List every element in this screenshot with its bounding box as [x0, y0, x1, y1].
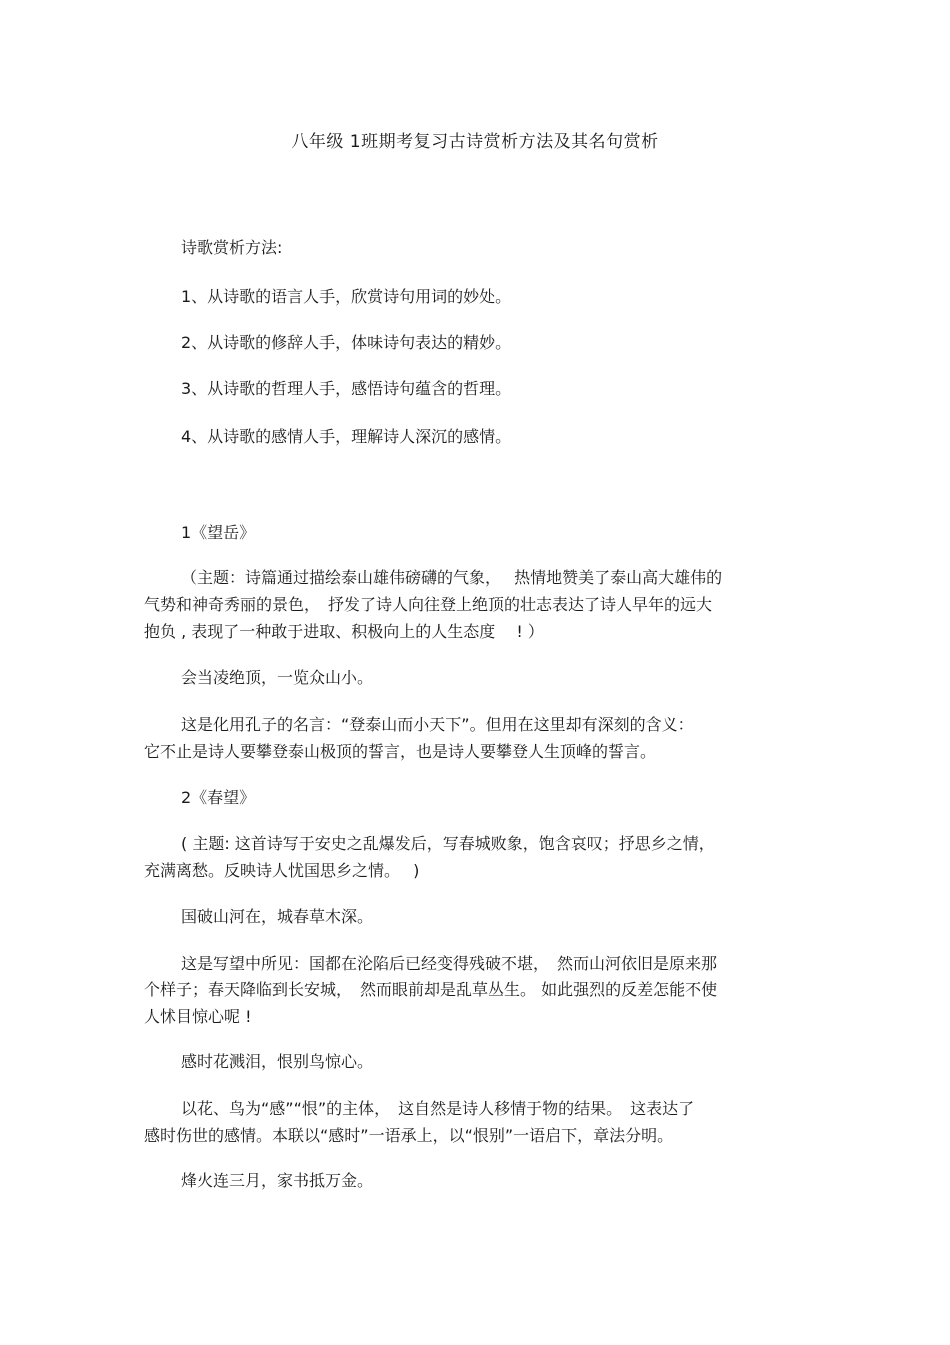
- poem1-analysis-line: 它不止是诗人要攀登泰山极顶的誓言，也是诗人要攀登人生顶峰的誓言。: [144, 742, 657, 761]
- poem2-analysis-line: 感时伤世的感情。本联以“感时”一语承上，以“恨别”一语启下，章法分明。: [144, 1126, 674, 1145]
- method-item: 3、从诗歌的哲理人手，感悟诗句蕴含的哲理。: [181, 379, 512, 398]
- poem2-theme-line: ( 主题: 这首诗写于安史之乱爆发后，写春城败象，饱含哀叹；抒思乡之情，: [181, 834, 715, 853]
- poem2-quote: 国破山河在，城春草木深。: [181, 907, 374, 926]
- method-item: 2、从诗歌的修辞人手，体味诗句表达的精妙。: [181, 333, 512, 352]
- poem2-heading: 2《春望》: [181, 788, 256, 807]
- poem2-theme-line: 充满离愁。反映诗人忧国思乡之情。 ): [144, 861, 420, 880]
- poem2-analysis-line: 个样子；春天降临到长安城， 然而眼前却是乱草丛生。 如此强烈的反差怎能不使: [144, 980, 718, 999]
- poem1-theme-line: （主题：诗篇通过描绘泰山雄伟磅礴的气象， 热情地赞美了泰山高大雄伟的: [181, 568, 723, 587]
- poem2-quote: 烽火连三月，家书抵万金。: [181, 1171, 374, 1190]
- poem2-analysis-line: 以花、鸟为“感”“恨”的主体， 这自然是诗人移情于物的结果。 这表达了: [181, 1099, 695, 1118]
- method-item: 4、从诗歌的感情人手，理解诗人深沉的感情。: [181, 427, 512, 446]
- method-item: 1、从诗歌的语言人手，欣赏诗句用词的妙处。: [181, 287, 512, 306]
- poem1-theme-line: 抱负 , 表现了一种敢于进取、积极向上的人生态度 ! ）: [144, 622, 544, 641]
- poem1-heading: 1《望岳》: [181, 523, 256, 542]
- poem2-analysis-line: 这是写望中所见：国都在沦陷后已经变得残破不堪， 然而山河依旧是原来那: [181, 954, 718, 973]
- document-title: 八年级 1班期考复习古诗赏析方法及其名句赏析: [291, 132, 659, 152]
- poem2-quote: 感时花溅泪，恨别鸟惊心。: [181, 1052, 374, 1071]
- poem1-quote: 会当凌绝顶，一览众山小。: [181, 668, 374, 687]
- poem1-theme-line: 气势和神奇秀丽的景色， 抒发了诗人向往登上绝顶的壮志表达了诗人早年的远大: [144, 595, 713, 614]
- poem2-analysis-line: 人怵目惊心呢 !: [144, 1007, 252, 1026]
- poem1-analysis-line: 这是化用孔子的名言：“登泰山而小天下”。但用在这里却有深刻的含义：: [181, 715, 694, 734]
- methods-heading: 诗歌赏析方法:: [181, 238, 283, 257]
